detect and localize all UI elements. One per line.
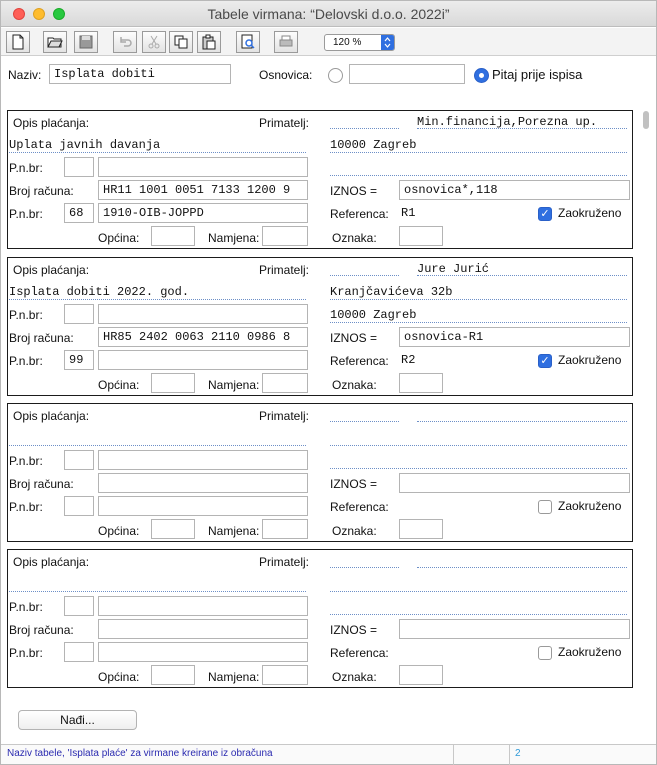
opcina-label: Općina:: [98, 524, 140, 538]
primatelj-address[interactable]: Kranjčavićeva 32b: [330, 285, 453, 299]
save-disk-icon: [78, 34, 94, 50]
pnbr-top-number-input[interactable]: [98, 157, 308, 177]
iznos-input[interactable]: [399, 619, 630, 639]
opis-text[interactable]: Uplata javnih davanja: [9, 138, 161, 152]
referenca-label: Referenca:: [330, 646, 389, 660]
pitaj-label: Pitaj prije ispisa: [492, 67, 583, 82]
pnbr-top-number-input[interactable]: [98, 596, 308, 616]
cut-scissors-icon: [146, 34, 162, 50]
broj-racuna-label: Broj računa:: [9, 184, 74, 198]
osnovica-input[interactable]: [349, 64, 465, 84]
primatelj-name-underline: [417, 275, 627, 276]
oznaka-input[interactable]: [399, 519, 443, 539]
primatelj-label: Primatelj:: [259, 263, 310, 277]
referenca-value[interactable]: R1: [401, 206, 416, 220]
pitaj-radio[interactable]: [474, 68, 489, 83]
zaokruzeno-label: Zaokruženo: [558, 353, 622, 367]
chevron-updown-icon: [381, 35, 394, 50]
scrollbar-thumb[interactable]: [643, 111, 649, 129]
undo-icon: [117, 34, 133, 50]
referenca-label: Referenca:: [330, 354, 389, 368]
primatelj-city-underline: [330, 175, 627, 176]
primatelj-name[interactable]: Min.financija,Porezna up.: [417, 115, 598, 129]
primatelj-address-underline: [330, 152, 627, 153]
opcina-label: Općina:: [98, 670, 140, 684]
oznaka-input[interactable]: [399, 373, 443, 393]
iznos-input[interactable]: osnovica*,118: [399, 180, 630, 200]
pnbr-label: P.n.br:: [9, 354, 43, 368]
naziv-input[interactable]: Isplata dobiti: [49, 64, 231, 84]
opcina-input[interactable]: [151, 519, 195, 539]
primatelj-city[interactable]: 10000 Zagreb: [330, 308, 417, 322]
find-button[interactable]: Nađi...: [18, 710, 137, 730]
oznaka-label: Oznaka:: [332, 231, 377, 245]
zaokruzeno-checkbox[interactable]: ✓: [538, 354, 552, 368]
namjena-input[interactable]: [262, 226, 308, 246]
primatelj-name-underline: [417, 567, 627, 568]
print-preview-button[interactable]: [236, 31, 260, 53]
new-document-icon: [10, 34, 26, 50]
primatelj-address-underline: [330, 445, 627, 446]
opcina-input[interactable]: [151, 226, 195, 246]
zaokruzeno-label: Zaokruženo: [558, 206, 622, 220]
pnbr-top-number-input[interactable]: [98, 304, 308, 324]
referenca-label: Referenca:: [330, 207, 389, 221]
broj-racuna-input[interactable]: HR11 1001 0051 7133 1200 9: [98, 180, 308, 200]
status-divider: [453, 745, 454, 765]
primatelj-name-underline: [417, 421, 627, 422]
status-divider: [509, 745, 510, 765]
pnbr-number-input[interactable]: [98, 642, 308, 662]
primatelj-city-underline: [330, 322, 627, 323]
osnovica-label: Osnovica:: [259, 68, 313, 82]
pnbr-top-label: P.n.br:: [9, 454, 43, 468]
namjena-label: Namjena:: [208, 378, 260, 392]
oznaka-label: Oznaka:: [332, 524, 377, 538]
undo-button[interactable]: [113, 31, 137, 53]
pnbr-label: P.n.br:: [9, 500, 43, 514]
primatelj-address-underline: [330, 591, 627, 592]
iznos-input[interactable]: osnovica-R1: [399, 327, 630, 347]
iznos-label: IZNOS =: [330, 623, 378, 637]
print-button[interactable]: [274, 31, 298, 53]
broj-racuna-label: Broj računa:: [9, 331, 74, 345]
pnbr-model-input[interactable]: 68: [64, 203, 94, 223]
save-button[interactable]: [74, 31, 98, 53]
naziv-label: Naziv:: [8, 68, 42, 82]
opis-underline: [9, 152, 306, 153]
namjena-label: Namjena:: [208, 524, 260, 538]
pnbr-number-input[interactable]: [98, 496, 308, 516]
primatelj-city-underline: [330, 468, 627, 469]
pnbr-top-model-input[interactable]: [64, 450, 94, 470]
zaokruzeno-checkbox[interactable]: [538, 646, 552, 660]
primatelj-underline: [330, 421, 399, 422]
primatelj-address-underline: [330, 299, 627, 300]
opis-label: Opis plaćanja:: [13, 555, 90, 569]
paste-icon: [201, 34, 217, 50]
zoom-value: 120 %: [333, 37, 362, 48]
opis-underline: [9, 299, 306, 300]
referenca-label: Referenca:: [330, 500, 389, 514]
pnbr-top-label: P.n.br:: [9, 308, 43, 322]
pnbr-label: P.n.br:: [9, 207, 43, 221]
title-bar[interactable]: [1, 1, 656, 27]
oznaka-label: Oznaka:: [332, 670, 377, 684]
primatelj-underline: [330, 275, 399, 276]
namjena-input[interactable]: [262, 665, 308, 685]
opcina-input[interactable]: [151, 373, 195, 393]
copy-icon: [173, 34, 189, 50]
status-bar: [1, 744, 656, 764]
iznos-input[interactable]: [399, 473, 630, 493]
open-folder-icon: [47, 34, 63, 50]
pnbr-model-input[interactable]: [64, 642, 94, 662]
opcina-label: Općina:: [98, 231, 140, 245]
zaokruzeno-label: Zaokruženo: [558, 645, 622, 659]
namjena-input[interactable]: [262, 519, 308, 539]
zaokruzeno-label: Zaokruženo: [558, 499, 622, 513]
pnbr-label: P.n.br:: [9, 646, 43, 660]
paste-button[interactable]: [197, 31, 221, 53]
print-icon: [278, 34, 294, 50]
primatelj-label: Primatelj:: [259, 409, 310, 423]
opcina-input[interactable]: [151, 665, 195, 685]
namjena-label: Namjena:: [208, 231, 260, 245]
pnbr-top-model-input[interactable]: [64, 596, 94, 616]
opis-label: Opis plaćanja:: [13, 116, 90, 130]
copy-button[interactable]: [169, 31, 193, 53]
opis-label: Opis plaćanja:: [13, 263, 90, 277]
pnbr-top-label: P.n.br:: [9, 600, 43, 614]
new-document-button[interactable]: [6, 31, 30, 53]
status-message: Naziv tabele, 'Isplata plaće' za virmane kreirane iz obračuna: [7, 748, 273, 759]
iznos-label: IZNOS =: [330, 477, 378, 491]
primatelj-label: Primatelj:: [259, 116, 310, 130]
opis-label: Opis plaćanja:: [13, 409, 90, 423]
pnbr-number-input[interactable]: 1910-OIB-JOPPD: [98, 203, 308, 223]
status-count: 2: [515, 748, 521, 759]
primatelj-city-underline: [330, 614, 627, 615]
primatelj-city[interactable]: 10000 Zagreb: [330, 138, 417, 152]
primatelj-label: Primatelj:: [259, 555, 310, 569]
iznos-label: IZNOS =: [330, 184, 378, 198]
referenca-value[interactable]: R2: [401, 353, 416, 367]
zaokruzeno-checkbox[interactable]: [538, 500, 552, 514]
pnbr-model-input[interactable]: [64, 496, 94, 516]
iznos-label: IZNOS =: [330, 331, 378, 345]
cut-button[interactable]: [142, 31, 166, 53]
toolbar: [1, 28, 656, 56]
oznaka-input[interactable]: [399, 665, 443, 685]
broj-racuna-input[interactable]: HR85 2402 0063 2110 0986 8: [98, 327, 308, 347]
primatelj-underline: [330, 567, 399, 568]
broj-racuna-label: Broj računa:: [9, 477, 74, 491]
primatelj-name[interactable]: Jure Jurić: [417, 262, 490, 276]
oznaka-input[interactable]: [399, 226, 443, 246]
open-button[interactable]: [43, 31, 67, 53]
osnovica-radio[interactable]: [328, 68, 343, 83]
namjena-label: Namjena:: [208, 670, 260, 684]
zaokruzeno-checkbox[interactable]: ✓: [538, 207, 552, 221]
broj-racuna-label: Broj računa:: [9, 623, 74, 637]
pnbr-top-label: P.n.br:: [9, 161, 43, 175]
opis-text[interactable]: Isplata dobiti 2022. god.: [9, 285, 190, 299]
opcina-label: Općina:: [98, 378, 140, 392]
opis-underline: [9, 445, 306, 446]
pnbr-top-model-input[interactable]: [64, 157, 94, 177]
namjena-input[interactable]: [262, 373, 308, 393]
broj-racuna-input[interactable]: [98, 473, 308, 493]
primatelj-name-underline: [417, 128, 627, 129]
opis-underline: [9, 591, 306, 592]
pnbr-model-input[interactable]: 99: [64, 350, 94, 370]
oznaka-label: Oznaka:: [332, 378, 377, 392]
pnbr-top-number-input[interactable]: [98, 450, 308, 470]
primatelj-underline: [330, 128, 399, 129]
pnbr-number-input[interactable]: [98, 350, 308, 370]
zoom-select[interactable]: [324, 34, 395, 51]
pnbr-top-model-input[interactable]: [64, 304, 94, 324]
broj-racuna-input[interactable]: [98, 619, 308, 639]
print-preview-icon: [240, 34, 256, 50]
window-title: Tabele virmana: “Delovski d.o.o. 2022i”: [207, 6, 450, 22]
